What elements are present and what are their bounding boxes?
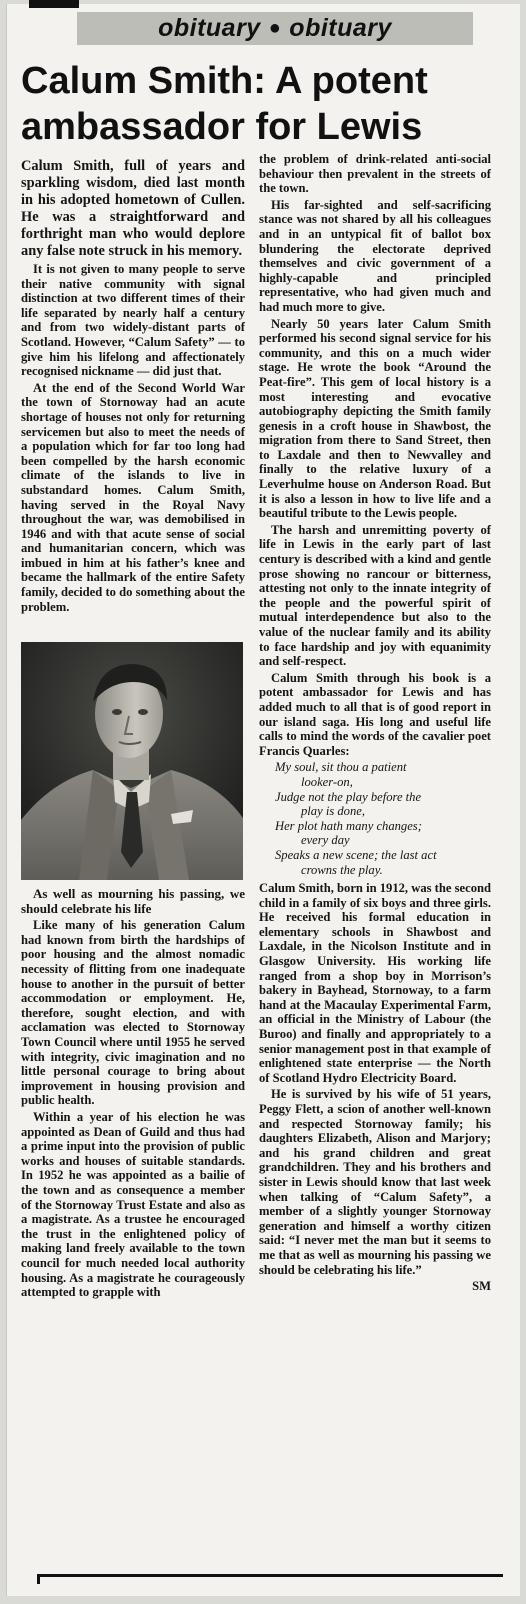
portrait-photo	[21, 642, 243, 880]
poem-quotation	[275, 760, 491, 877]
paragraph: Calum Smith through his book is a potent ambassador for Lewis and has added much to all that is of good report in our island saga. His long and useful life calls to mind the words of the cavalier poet Francis Quarles:	[259, 670, 491, 758]
lead-paragraph: Calum Smith, full of years and sparkling wisdom, died last month in his adopted hometown of Cullen. He was a straightforward and forthright man who would deplore any false note struck in his memory.	[21, 158, 245, 259]
paragraph: Calum Smith, born in 1912, was the second child in a family of six boys and three girls. He received his formal education in elementary schools in Shawbost and Laxdale, in the Nicolson Institute and in Glasgow University. His working life ranged from a shop boy in Morrison’s bakery in Bayhead, Stornoway, to a farm hand at the Macaulay Experimental Farm, an official in the Ministry of Labour (the Buroo) and finally and appropriately to a senior management post in that example of enlightened state enterprise — the North of Scotland Hydro Electricity Board.	[259, 881, 491, 1085]
page-number-fragment	[29, 0, 79, 8]
portrait-photo-illustration	[21, 642, 243, 880]
poem-line: crowns the play.	[301, 862, 383, 877]
author-signature: SM	[472, 1279, 491, 1294]
newspaper-page	[6, 4, 520, 1596]
poem-line: play is done,	[301, 804, 366, 819]
poem-line: My soul, sit thou a patient	[275, 760, 407, 775]
paragraph: At the end of the Second World War the town of Stornoway had an acute shortage of houses not only for returning servicemen but also to meet the needs of a population which for far too long had been compelled by the harsh economic climate of the islands to live in substandard homes. Calum Smith, having served in the Royal Navy throughout the war, was demobilised in 1946 and with that acute sense of social and humanitarian concern, which was imbued in him at his father’s knee and became the hallmark of the entire Safety family, decided to do something about the problem.	[21, 380, 245, 614]
paragraph: Nearly 50 years later Calum Smith performed his second signal service for his community, and this on a much wider stage. He wrote the book “Around the Peat-fire”. This gem of local history is a most interesting and evocative autobiography depicting the Smith family genesis in a croft house in Shawbost, the migration from there to Sand Street, then to Laxdale and then to Newvalley and finally to the relative luxury of a Leverhulme house on Anderson Road. But it is also a lesson in how to live life and a beautiful tribute to the Lewis people.	[259, 316, 491, 521]
poem-line: Her plot hath many changes;	[275, 818, 422, 833]
poem-line: Judge not the play before the	[275, 789, 422, 804]
paragraph: Within a year of his election he was appointed as Dean of Guild and thus had a prime input into the provision of public works and houses of suitable standards. In 1952 he was appointed as a bailie of the town and as consequence a member of the Stornoway Trust Estate and also as a magistrate. As a trustee he encouraged the trust in the enlightened policy of making land freely available to the town council for much needed local authority housing. As a magistrate he courageously attempted to grapple with	[21, 1109, 245, 1300]
banner-right-word: obituary	[289, 14, 392, 42]
paragraph: He is survived by his wife of 51 years, Peggy Flett, a scion of another well-known and respected Stornoway family; his daughters Elizabeth, Alison and Marjory; and his grand children and great grandchildren. They and his brothers and sister in Lewis should know that last week when talking of “Calum Safety”, a member of a slightly younger Stornoway generation and himself a worthy citizen said: “I never met the man but it seems to me that as well as mourning his passing we should be celebrating his life.”	[259, 1087, 491, 1277]
paragraph: It is not given to many people to serve their native community with signal distinction at two different times of their life separated by nearly half a century and from two widely-distant parts of Scotland. However, “Calum Safety” — to give him his lifelong and affectionately recognised nickname — did just that.	[21, 262, 245, 379]
poem-line: Speaks a new scene; the last act	[275, 847, 437, 862]
article-headline: Calum Smith: A potent ambassador for Lewis	[21, 60, 428, 148]
poem-line: looker-on,	[301, 774, 353, 789]
paragraph: the problem of drink-related anti-social behaviour then prevalent in the streets of the town.	[259, 152, 491, 196]
section-banner	[77, 12, 473, 45]
paragraph: His far-sighted and self-sacrificing stance was not shared by all his colleagues and in an untypical fit of ballot box blundering the electorate deprived themselves and civic government of a highly-capable and principled representative, who had given much and had much more to give.	[259, 197, 491, 314]
footer-rule	[37, 1574, 503, 1584]
left-column	[21, 158, 245, 1302]
paragraph: Like many of his generation Calum had known from birth the hardships of poor housing and the almost nomadic necessity of flitting from one inadequate house to another in the pursuit of better accommodation or employment. He, therefore, sought election, and with acclamation was elected to Stornoway Town Council where until 1955 he served with integrity, civic imagination and no little personal courage to bring about improvement in housing provision and public health.	[21, 918, 245, 1108]
poem-line: every day	[301, 833, 350, 848]
paragraph: The harsh and unremitting poverty of life in Lewis in the early part of last century is described with a kind and gentle prose showing no rancour or bitterness, attesting not only to the innate integrity of the people and the powerful spirit of mutual interdependence but also to the value of the nuclear family and its ability to face hardship and joy with equanimity and self-respect.	[259, 522, 491, 669]
bullet-separator-icon: ●	[268, 17, 282, 39]
right-column	[259, 152, 491, 1296]
banner-left-word: obituary	[158, 14, 261, 42]
photo-caption: As well as mourning his passing, we should celebrate his life	[21, 886, 245, 917]
